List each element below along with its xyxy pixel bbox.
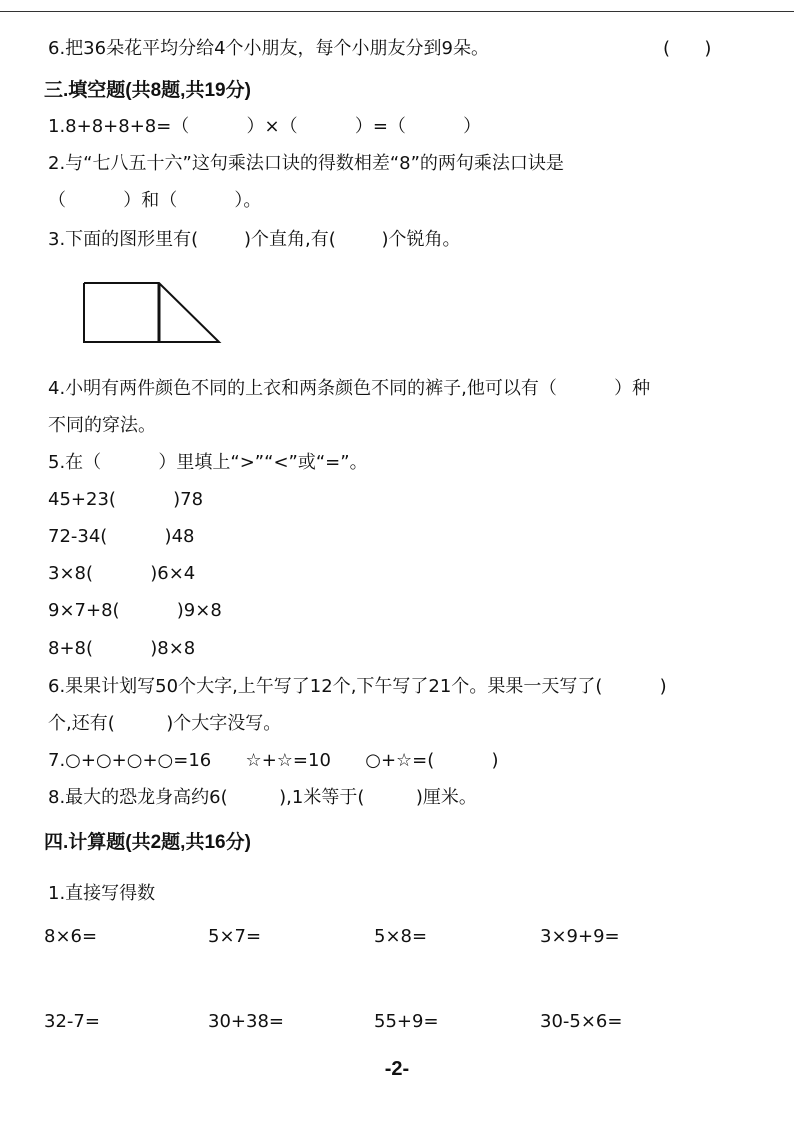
calc-item: 32-7= <box>44 1011 100 1032</box>
fill-question-4-line2: 不同的穿法。 <box>48 415 156 436</box>
fill-question-5: 5.在（ ）里填上“>”“<”或“=”。 <box>48 452 368 473</box>
fill-question-6-line1: 6.果果计划写50个大字,上午写了12个,下午写了21个。果果一天写了( ) <box>48 676 667 697</box>
compare-item: 45+23( )78 <box>48 489 204 510</box>
calc-question-1-title: 1.直接写得数 <box>48 883 156 904</box>
compare-item: 72-34( )48 <box>48 526 195 547</box>
calc-item: 55+9= <box>374 1011 439 1032</box>
calc-item: 30+38= <box>208 1011 284 1032</box>
compare-item: 3×8( )6×4 <box>48 563 196 584</box>
section-4-title: 四.计算题(共2题,共16分) <box>44 832 251 853</box>
fill-question-1: 1.8+8+8+8=（ ）×（ ）=（ ） <box>48 116 482 137</box>
fill-question-7: 7.○+○+○+○=16 ☆+☆=10 ○+☆=( ) <box>48 750 499 771</box>
fill-question-4-line1: 4.小明有两件颜色不同的上衣和两条颜色不同的裤子,他可以有（ ）种 <box>48 378 651 399</box>
judge-answer-blank[interactable]: ( ) <box>663 38 712 59</box>
calc-item: 30-5×6= <box>540 1011 623 1032</box>
rectangle-triangle-figure <box>82 280 224 346</box>
fill-question-2-line1: 2.与“七八五十六”这句乘法口诀的得数相差“8”的两句乘法口诀是 <box>48 153 564 174</box>
calc-item: 8×6= <box>44 926 98 947</box>
section-3-title: 三.填空题(共8题,共19分) <box>44 80 251 101</box>
top-rule <box>0 11 794 12</box>
fill-question-2-line2: （ ）和（ ）。 <box>48 190 262 211</box>
fill-question-8: 8.最大的恐龙身高约6( ),1米等于( )厘米。 <box>48 787 477 808</box>
fill-question-3: 3.下面的图形里有( )个直角,有( )个锐角。 <box>48 229 461 250</box>
judge-question-6: 6.把36朵花平均分给4个小朋友，每个小朋友分到9朵。 <box>48 38 489 59</box>
compare-item: 9×7+8( )9×8 <box>48 600 222 621</box>
calc-item: 5×8= <box>374 926 428 947</box>
calc-item: 5×7= <box>208 926 262 947</box>
calc-item: 3×9+9= <box>540 926 620 947</box>
fill-question-6-line2: 个,还有( )个大字没写。 <box>48 713 282 734</box>
compare-item: 8+8( )8×8 <box>48 638 196 659</box>
page-number: -2- <box>384 1058 410 1080</box>
